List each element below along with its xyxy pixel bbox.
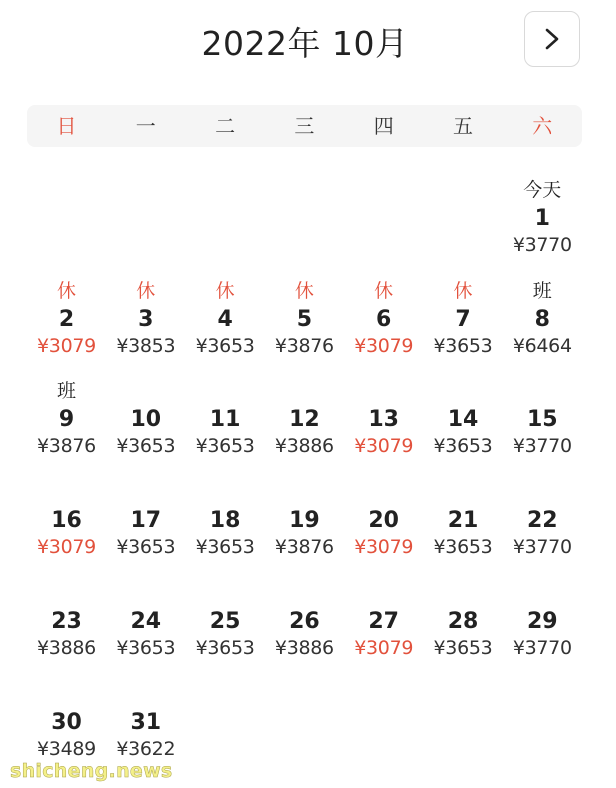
weekday-header [27, 105, 582, 147]
day-number: 15 [526, 407, 558, 433]
day-number: 28 [447, 608, 479, 634]
day-tag: 今天 [523, 179, 562, 201]
calendar-day-cell[interactable] [344, 361, 423, 457]
day-price: ¥3079 [37, 334, 96, 357]
calendar-grid [27, 160, 582, 780]
day-price: ¥3079 [354, 435, 414, 458]
calendar-day-cell[interactable] [106, 261, 185, 357]
day-number: 12 [289, 407, 320, 433]
next-month-button[interactable] [524, 11, 580, 67]
day-price: ¥3886 [274, 636, 334, 659]
day-number: 4 [217, 306, 233, 332]
calendar-day-cell[interactable] [265, 361, 344, 457]
calendar-day-cell[interactable] [503, 361, 582, 457]
day-price: ¥3876 [274, 334, 334, 357]
day-number: 8 [534, 306, 550, 332]
day-number: 18 [209, 508, 241, 534]
weekday-label: 六 [532, 114, 553, 138]
day-tag: 班 [532, 279, 552, 302]
calendar-day-cell[interactable] [344, 261, 423, 357]
day-number: 31 [130, 709, 162, 735]
day-price: ¥3653 [195, 435, 255, 458]
day-price: ¥3653 [433, 636, 493, 659]
day-price: ¥3653 [433, 536, 493, 559]
day-number: 24 [130, 608, 162, 634]
day-price: ¥3876 [274, 536, 334, 559]
calendar-day-cell[interactable] [106, 664, 185, 760]
day-number: 9 [58, 407, 75, 433]
day-number: 13 [368, 407, 399, 433]
day-price: ¥3653 [195, 636, 255, 659]
day-number: 29 [526, 608, 558, 634]
day-number: 25 [209, 608, 241, 634]
day-number: 6 [376, 306, 392, 332]
day-price: ¥3079 [354, 536, 414, 559]
calendar-day-cell[interactable] [424, 563, 503, 659]
calendar-day-cell[interactable] [27, 664, 106, 760]
day-tag: 休 [374, 279, 394, 302]
day-number: 3 [138, 306, 154, 332]
weekday-label: 二 [215, 114, 236, 138]
day-number: 7 [455, 306, 471, 332]
day-price: ¥3079 [37, 536, 96, 559]
weekday-label: 五 [453, 114, 473, 138]
calendar-day-cell[interactable] [27, 261, 106, 357]
weekday-label: 三 [294, 114, 315, 138]
day-tag: 休 [136, 279, 156, 302]
day-number: 1 [534, 206, 550, 231]
day-price: ¥3653 [433, 435, 493, 458]
day-tag: 休 [56, 279, 76, 302]
day-number: 20 [368, 508, 399, 534]
day-tag: 休 [294, 279, 314, 302]
day-tag: 班 [56, 380, 76, 403]
calendar-day-cell[interactable] [27, 462, 106, 558]
day-price: ¥3770 [512, 536, 572, 559]
calendar-day-cell[interactable] [106, 563, 185, 659]
day-number: 30 [51, 709, 82, 735]
weekday-label: 四 [373, 114, 394, 138]
calendar-day-cell[interactable] [27, 563, 106, 659]
calendar-day-cell[interactable] [186, 361, 265, 457]
day-number: 26 [289, 608, 320, 634]
day-price: ¥3622 [116, 737, 176, 760]
day-number: 23 [51, 608, 82, 634]
day-price: ¥3653 [195, 334, 255, 357]
calendar-day-cell[interactable] [424, 361, 503, 457]
watermark: shicheng.news [10, 760, 173, 782]
day-price: ¥3770 [512, 234, 572, 256]
day-price: ¥3079 [354, 334, 414, 357]
day-price: ¥6464 [512, 334, 572, 357]
day-number: 11 [209, 407, 241, 433]
calendar-day-cell[interactable] [265, 462, 344, 558]
calendar-day-cell[interactable] [106, 462, 185, 558]
day-price: ¥3770 [512, 435, 572, 458]
calendar-day-cell[interactable] [27, 361, 106, 457]
day-price: ¥3653 [433, 334, 493, 357]
day-number: 22 [526, 508, 558, 534]
day-price: ¥3886 [274, 435, 334, 458]
day-price: ¥3853 [116, 334, 176, 357]
day-number: 5 [296, 306, 313, 332]
calendar-day-cell[interactable] [424, 462, 503, 558]
calendar-day-cell[interactable] [186, 261, 265, 357]
day-price: ¥3653 [116, 435, 176, 458]
weekday-label: 一 [135, 114, 156, 138]
calendar-day-cell[interactable] [344, 563, 423, 659]
calendar-day-cell[interactable] [186, 563, 265, 659]
day-price: ¥3886 [37, 636, 96, 659]
calendar-day-cell[interactable] [344, 462, 423, 558]
calendar-day-cell[interactable] [186, 462, 265, 558]
day-price: ¥3653 [116, 636, 176, 659]
calendar-header [0, 0, 616, 80]
day-number: 14 [447, 407, 479, 433]
day-number: 19 [289, 508, 320, 534]
day-number: 27 [368, 608, 399, 634]
day-tag: 休 [453, 279, 473, 302]
day-price: ¥3489 [37, 737, 96, 760]
day-number: 16 [51, 508, 82, 534]
day-tag: 休 [215, 279, 235, 302]
calendar-day-cell[interactable] [265, 261, 344, 357]
calendar-day-cell[interactable] [503, 462, 582, 558]
day-price: ¥3653 [116, 536, 176, 559]
calendar-day-cell[interactable] [424, 261, 503, 357]
day-number: 10 [130, 407, 162, 433]
day-price: ¥3079 [354, 636, 414, 659]
weekday-label: 日 [56, 114, 77, 138]
day-price: ¥3770 [512, 636, 572, 659]
calendar-day-cell[interactable] [503, 563, 582, 659]
calendar-day-cell[interactable] [106, 361, 185, 457]
calendar-day-cell[interactable] [503, 261, 582, 357]
calendar-day-cell[interactable] [503, 160, 582, 256]
calendar-day-cell[interactable] [265, 563, 344, 659]
day-price: ¥3876 [37, 435, 96, 458]
day-price: ¥3653 [195, 536, 255, 559]
chevron-right-icon [543, 27, 561, 51]
day-number: 2 [58, 306, 75, 332]
month-title: 2022年 10月 [201, 24, 409, 63]
day-number: 21 [447, 508, 479, 534]
day-number: 17 [130, 508, 162, 534]
